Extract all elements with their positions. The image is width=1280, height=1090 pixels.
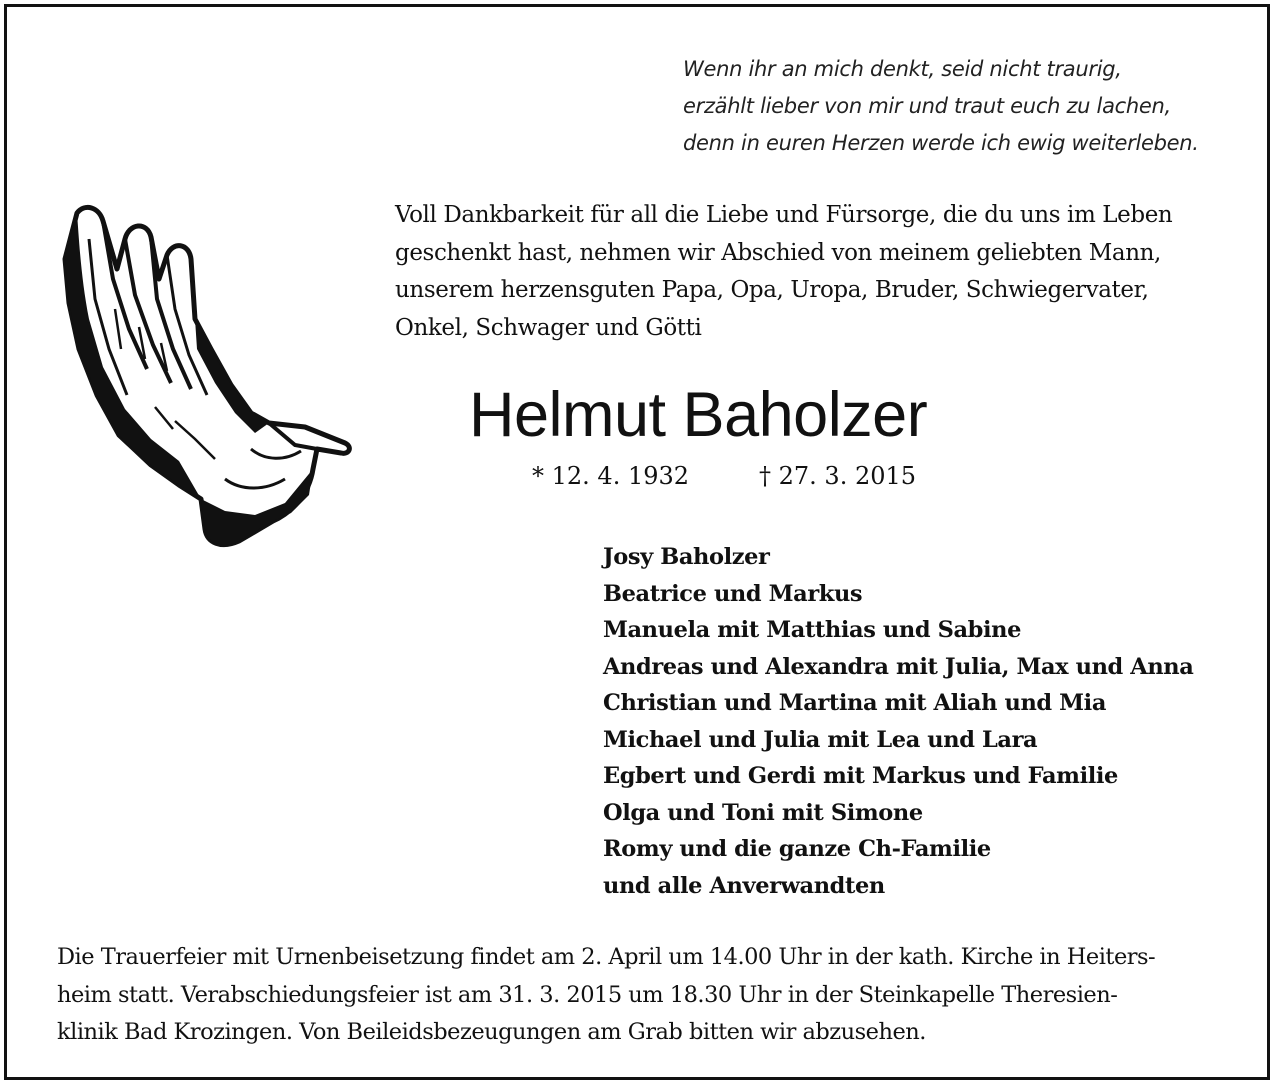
- quote-line: denn in euren Herzen werde ich ewig weiterleben.: [683, 131, 1199, 155]
- mourners-list: [603, 539, 1263, 904]
- deceased-name: Helmut Baholzer: [469, 380, 928, 450]
- obituary-notice: [4, 4, 1270, 1080]
- death-date: † 27. 3. 2015: [759, 462, 917, 490]
- mourner-line: Christian und Martina mit Aliah und Mia: [603, 690, 1106, 716]
- praying-hands-icon: [55, 199, 355, 571]
- footer-line: Die Trauerfeier mit Urnenbeisetzung findet am 2. April um 14.00 Uhr in der kath. Kirche in Heiters-: [57, 944, 1156, 970]
- birth-date: * 12. 4. 1932: [532, 462, 690, 490]
- intro-line: Voll Dankbarkeit für all die Liebe und Fürsorge, die du uns im Leben: [395, 202, 1173, 228]
- mourner-line: und alle Anverwandten: [603, 872, 885, 899]
- quote-line: erzählt lieber von mir und traut euch zu lachen,: [683, 94, 1171, 118]
- mourner-line: Manuela mit Matthias und Sabine: [603, 617, 1021, 643]
- mourner-line: Romy und die ganze Ch-Familie: [603, 836, 991, 862]
- mourner-line: Michael und Julia mit Lea und Lara: [603, 726, 1038, 753]
- intro-line: unserem herzensguten Papa, Opa, Uropa, Bruder, Schwiegervater,: [395, 277, 1149, 303]
- quote-line: Wenn ihr an mich denkt, seid nicht traurig,: [683, 57, 1122, 81]
- mourner-line: Egbert und Gerdi mit Markus und Familie: [603, 763, 1118, 789]
- intro-text: [395, 197, 1235, 347]
- mourner-line: Beatrice und Markus: [603, 580, 863, 607]
- intro-line: Onkel, Schwager und Götti: [395, 314, 702, 341]
- quote-verse: [683, 51, 1263, 162]
- ceremony-info: [57, 939, 1237, 1052]
- mourner-line: Josy Baholzer: [603, 544, 770, 570]
- mourner-line: Olga und Toni mit Simone: [603, 799, 923, 826]
- intro-line: geschenkt hast, nehmen wir Abschied von meinem geliebten Mann,: [395, 239, 1161, 266]
- footer-line: heim statt. Verabschiedungsfeier ist am 31. 3. 2015 um 18.30 Uhr in der Steinkapelle Theresien-: [57, 981, 1118, 1008]
- footer-line: klinik Bad Krozingen. Von Beileidsbezeugungen am Grab bitten wir abzusehen.: [57, 1019, 926, 1045]
- mourner-line: Andreas und Alexandra mit Julia, Max und Anna: [603, 653, 1194, 680]
